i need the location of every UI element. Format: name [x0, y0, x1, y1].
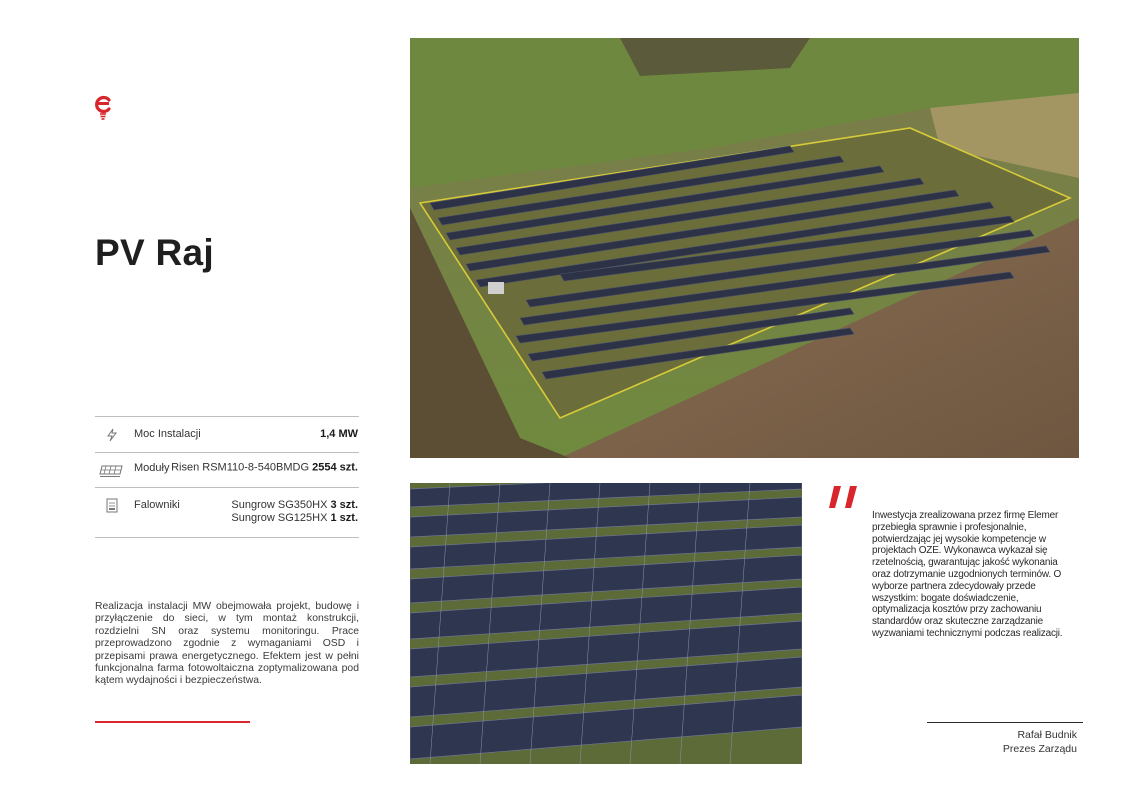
quote-author-role: Prezes Zarządu: [1002, 743, 1077, 755]
spec-row-modules: [95, 453, 359, 488]
spec-label: Moduły: [134, 461, 170, 474]
specs-table: [95, 416, 359, 538]
spec-value: Sungrow SG350HX 3 szt. Sungrow SG125HX 1 szt.: [231, 499, 358, 524]
testimonial-quote: Inwestycja zrealizowana przez firmę Elemer przebiegła sprawnie i profesjonalnie, potwierdzając jej wysokie kompetencje w projektach OZE. Wykonawca wykazał się rzetelnością, gwarantując jakość wykonania oraz dotrzymanie uzgodnionych terminów. O wyborze partnera zdecydowały przede wszystkim: bogate doświadczenie, optymalizacja kosztów przy zachowaniu standardów oraz skuteczne zarządzanie wyzwaniami technicznymi podczas realizacji.: [872, 510, 1063, 639]
spec-value: Risen RSM110-8-540BMDG 2554 szt.: [171, 461, 358, 474]
spec-row-power: [95, 417, 359, 453]
project-title: PV Raj: [95, 232, 215, 273]
quote-author: Rafał Budnik: [1017, 729, 1077, 741]
lightning-icon: [103, 428, 121, 442]
inverter-icon: [103, 498, 121, 514]
elemer-logo: [92, 94, 114, 122]
accent-divider: [95, 721, 250, 723]
aerial-photo-pv-farm: [410, 38, 1079, 458]
closeup-photo-panels: [410, 483, 802, 764]
spec-row-inverters: [95, 488, 359, 538]
spec-value: 1,4 MW: [320, 428, 358, 440]
project-description: Realizacja instalacji MW obejmowała projekt, budowę i przyłączenie do sieci, w tym montaż konstrukcji, rozdzielni SN oraz systemu monitoringu. Prace przeprowadzono zgodnie z wymaganiami OSD i przepisami prawa energetycznego. Efektem jest w pełni funkcjonalna farma fotowoltaiczna zoptymalizowana pod kątem wydajności i bezpieczeństwa.: [95, 601, 359, 687]
spec-label: Moc Instalacji: [134, 428, 201, 440]
spec-label: Falowniki: [134, 499, 180, 511]
signature-divider: [927, 722, 1083, 723]
solar-panel-icon: [98, 464, 124, 478]
quote-icon: [828, 484, 862, 510]
